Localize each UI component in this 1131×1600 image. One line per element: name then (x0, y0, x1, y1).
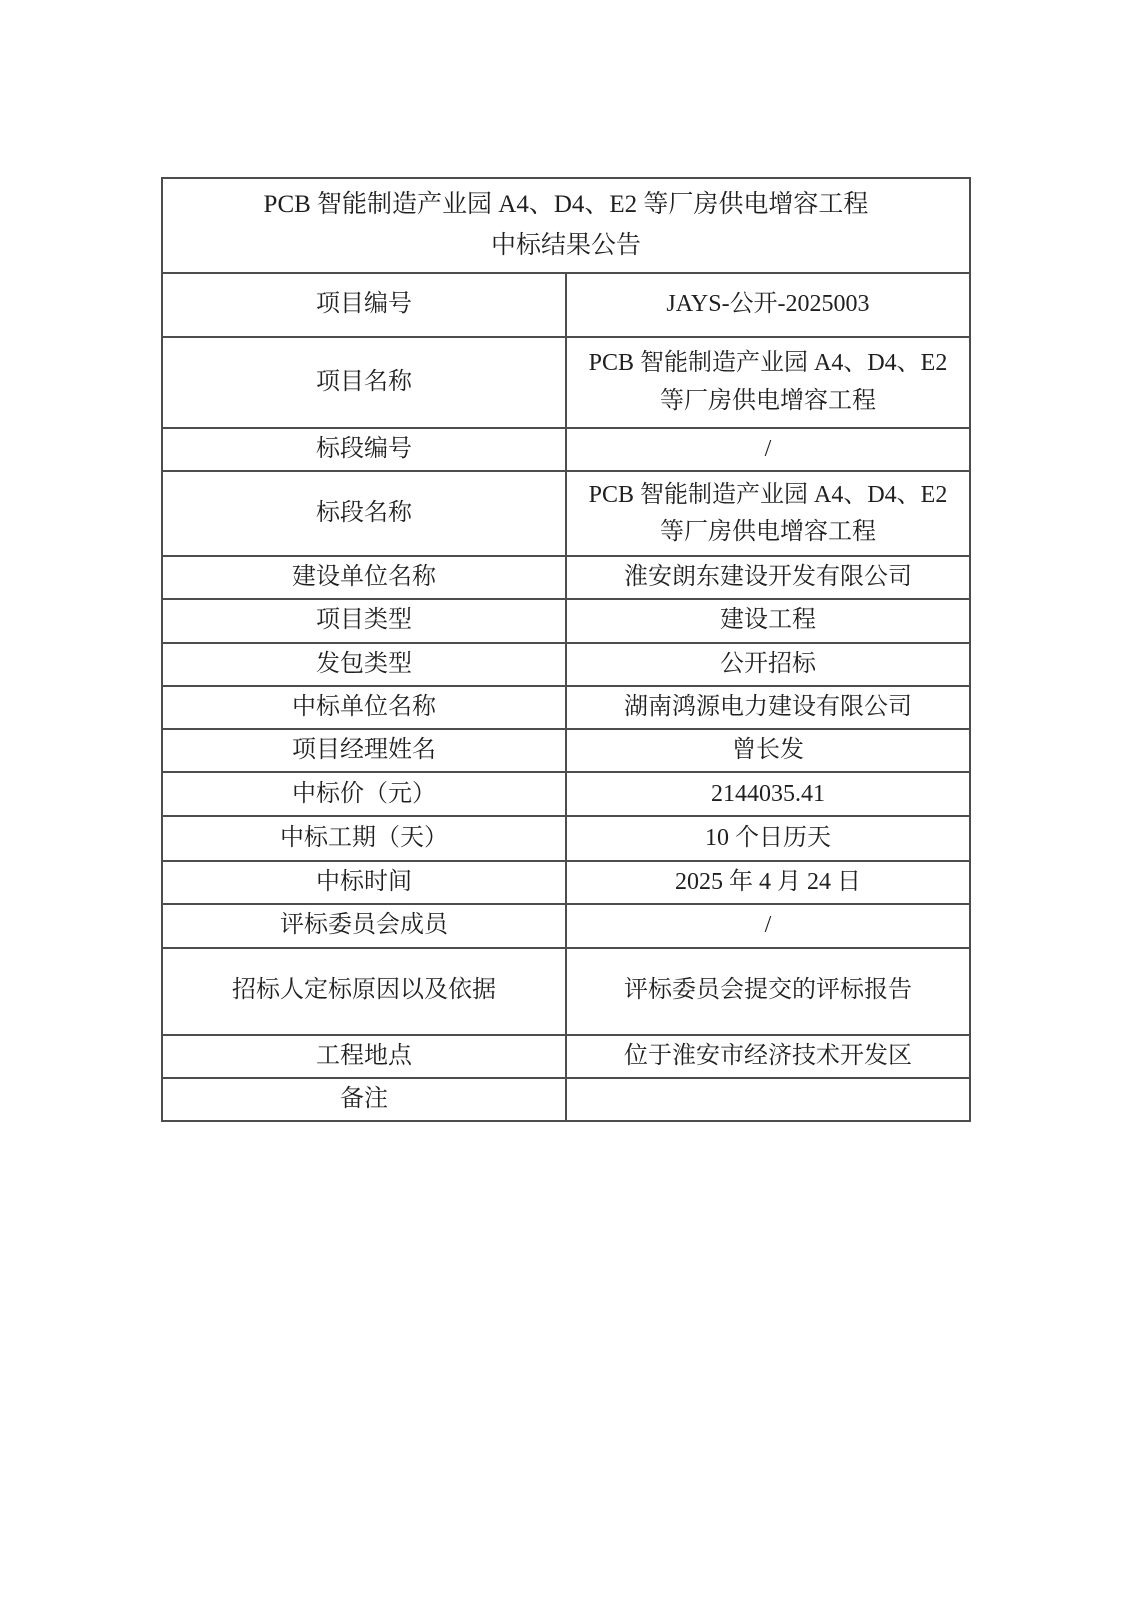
field-value: PCB 智能制造产业园 A4、D4、E2 等厂房供电增容工程 (566, 337, 970, 428)
table-row-project-location (162, 1035, 970, 1078)
document-title-line1: PCB 智能制造产业园 A4、D4、E2 等厂房供电增容工程 (263, 191, 869, 218)
table-row-section-name (162, 471, 970, 556)
field-label: 中标工期（天） (162, 816, 566, 861)
field-value: 曾长发 (566, 729, 970, 772)
field-label: 项目经理姓名 (162, 729, 566, 772)
table-row-project-manager (162, 729, 970, 772)
table-row-construction-unit (162, 556, 970, 599)
table-row-award-date (162, 861, 970, 904)
table-row-construction-period (162, 816, 970, 861)
field-value: 位于淮安市经济技术开发区 (566, 1035, 970, 1078)
document-title-line2: 中标结果公告 (490, 231, 641, 259)
field-value: 湖南鸿源电力建设有限公司 (566, 686, 970, 729)
field-value: 评标委员会提交的评标报告 (566, 948, 970, 1035)
table-row-award-basis (162, 948, 970, 1035)
field-value: 2144035.41 (566, 772, 970, 816)
table-row-winning-unit (162, 686, 970, 729)
table-row-section-number (162, 428, 970, 471)
table-row-project-type (162, 599, 970, 642)
table-row-project-number (162, 273, 970, 337)
field-label: 评标委员会成员 (162, 904, 566, 947)
table-row-winning-price (162, 772, 970, 816)
field-value: / (566, 904, 970, 947)
field-value: 淮安朗东建设开发有限公司 (566, 556, 970, 599)
field-label: 项目编号 (162, 273, 566, 337)
table-row-project-name (162, 337, 970, 428)
table-title-cell (162, 178, 970, 273)
field-label: 项目类型 (162, 599, 566, 642)
field-value: 2025 年 4 月 24 日 (566, 861, 970, 904)
field-label: 中标价（元） (162, 772, 566, 816)
table-title-row (162, 178, 970, 273)
field-value: 建设工程 (566, 599, 970, 642)
field-label: 中标单位名称 (162, 686, 566, 729)
table-row-contract-type (162, 643, 970, 686)
field-value (566, 1078, 970, 1121)
field-label: 工程地点 (162, 1035, 566, 1078)
table-row-evaluation-committee (162, 904, 970, 947)
field-label: 标段编号 (162, 428, 566, 471)
field-label: 招标人定标原因以及依据 (162, 948, 566, 1035)
table-row-remarks (162, 1078, 970, 1121)
field-value: 公开招标 (566, 643, 970, 686)
field-value: 10 个日历天 (566, 816, 970, 861)
field-value: PCB 智能制造产业园 A4、D4、E2 等厂房供电增容工程 (566, 471, 970, 556)
field-label: 发包类型 (162, 643, 566, 686)
field-label: 标段名称 (162, 471, 566, 556)
field-label: 中标时间 (162, 861, 566, 904)
field-value: JAYS-公开-2025003 (566, 273, 970, 337)
field-label: 建设单位名称 (162, 556, 566, 599)
field-value: / (566, 428, 970, 471)
field-label: 项目名称 (162, 337, 566, 428)
field-label: 备注 (162, 1078, 566, 1121)
announcement-table (161, 177, 971, 1122)
